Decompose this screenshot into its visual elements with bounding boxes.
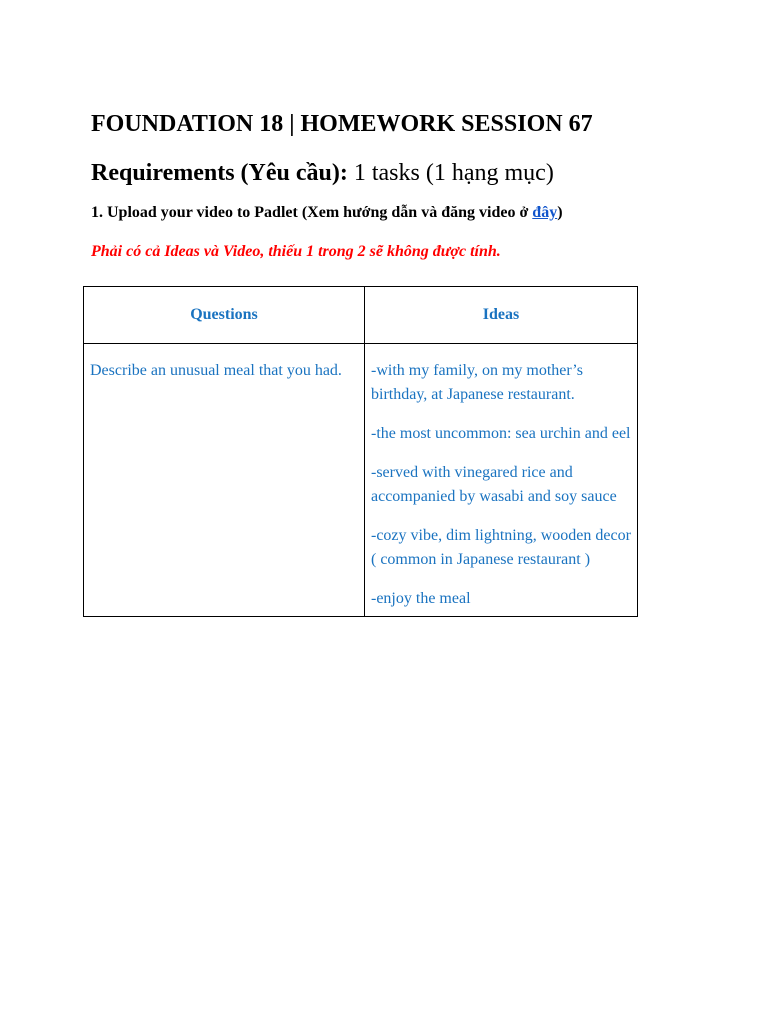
requirements-value: 1 tasks (1 hạng mục): [347, 160, 554, 186]
ideas-cell: [365, 344, 638, 617]
idea-item: -the most uncommon: sea urchin and eel: [371, 425, 631, 442]
document-page: [91, 108, 691, 263]
task-text: 1. Upload your video to Padlet (Xem hướng dẫn và đăng video ở: [91, 204, 533, 221]
header-ideas: Ideas: [365, 287, 638, 344]
task-close: ): [557, 204, 563, 221]
idea-item: -cozy vibe, dim lightning, wooden decor ( common in Japanese restaurant ): [371, 527, 631, 568]
requirements-label: Requirements (Yêu cầu):: [91, 160, 348, 186]
warning-note: Phải có cả Ideas và Video, thiếu 1 trong 2 sẽ không được tính.: [91, 243, 501, 260]
table-header-row: [84, 287, 638, 344]
header-questions: Questions: [84, 287, 365, 344]
idea-item: -served with vinegared rice and accompanied by wasabi and soy sauce: [371, 464, 617, 505]
ideas-table: [83, 286, 638, 617]
idea-item: -with my family, on my mother’s birthday, at Japanese restaurant.: [371, 362, 583, 403]
document-title: FOUNDATION 18 | HOMEWORK SESSION 67: [91, 111, 593, 137]
requirements-line: [91, 157, 691, 189]
question-text: Describe an unusual meal that you had.: [90, 362, 342, 379]
table-row: [84, 344, 638, 617]
padlet-guide-link[interactable]: đây: [532, 204, 558, 221]
task-item: [91, 202, 691, 224]
idea-item: -enjoy the meal: [371, 590, 471, 607]
question-cell: [84, 344, 365, 617]
